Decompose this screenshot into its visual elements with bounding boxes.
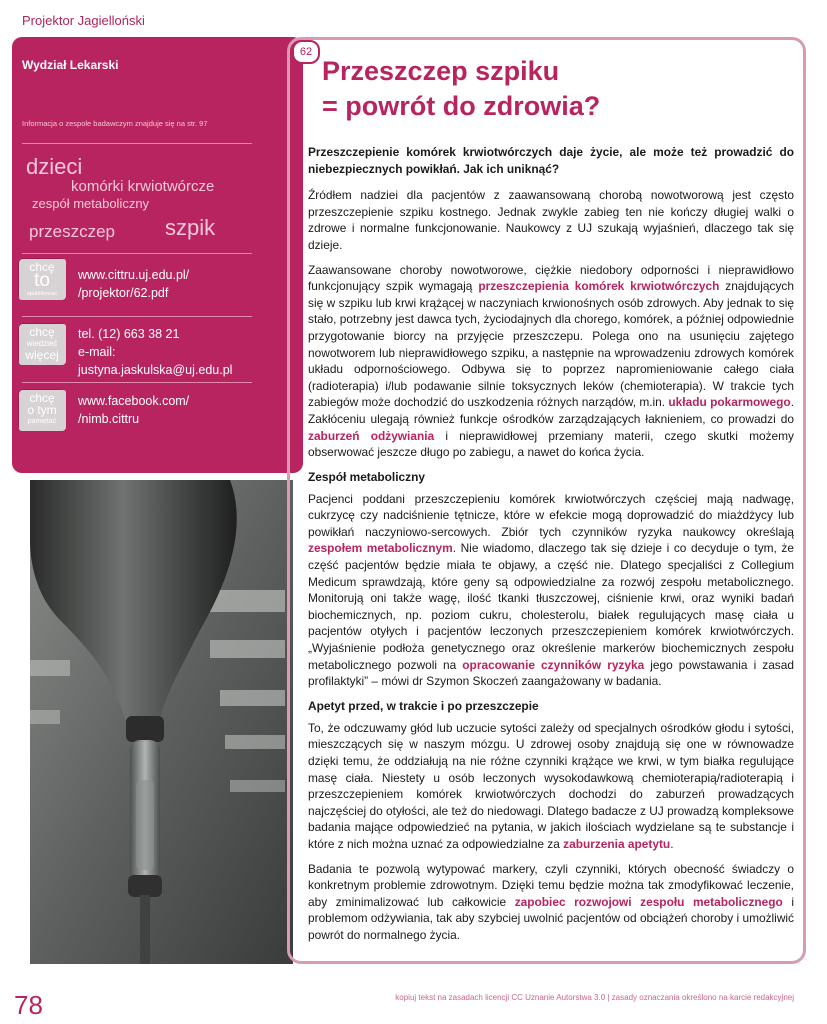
highlight: przeszczepienia komórek krwiotwórczych [478,279,720,294]
pdf-link-line1[interactable]: www.cittru.uj.edu.pl/ [78,268,190,282]
email-label: e-mail: [78,345,116,359]
section-heading-appetite: Apetyt przed, w trakcie i po przeszczepie [308,698,539,713]
badge-line: chcę [29,391,55,405]
highlight: układu pokarmowego [668,395,791,410]
badge-line: opublikować [26,290,58,297]
article-lead: Przeszczepienie komórek krwiotwórczych daje życie, ale może też prowadzić do niebezpiecznych powikłań. Jak ich uniknąć? [308,145,794,176]
divider [22,253,252,254]
article-title [322,54,600,124]
text: . Zakłóceniu ulegają również funkcje ośrodków zarządzających łaknieniem, co prowadzi do [308,395,794,426]
text: znajdujących się w szpiku lub krwi krążącej w naczyniach krwionośnych osób zdrowych. Aby jednak to się stało, potrzebny jest dawca tych, życiodajnych dla chorego, komórek, a później odpowiednie przygotowanie biorcy na przyjęcie przeszczepu. Polega ono na usunięciu zajętego nowotworem lub nieprawidłowego szpiku, a następnie na wprowadzeniu zdrowych komórek układu odpornościowego. Odbywa się to poprzez napromieniowanie całego ciała (radioterapia) i/lub podawanie silnie toksycznych leków (chemioterapia). W trakcie tych zabiegów może dochodzić do uszkodzenia różnych narządów, m.in. [308,279,794,410]
text: . Nie wiadomo, dlaczego tak się dzieje i co decyduje o tym, że część pacjentów będzie miała te objawy, a część nie. Dlatego specjaliści z Collegium Medicum sprawdzają, które geny są odpowiedzialne za rozwój zespołu metabolicznego. Monitorują oni także wagę, ilość tkanki tłuszczowej, ciśnienie krwi, oraz wyniki badań biochemicznych, np. poziom cukru, cholesterolu, białek regulujących masę ciała u pacjentów otyłych i pacjentów leczonych przeszczepieniem komórek krwiotwórczych. „Wyjaśnienie podłoża genetycznego oraz określenie markerów biochemicznych zespołu metabolicznego pozwoli na [308,541,794,672]
title-line-2: = powrót do zdrowia? [322,91,601,121]
phone-number: tel. (12) 663 38 21 [78,327,180,341]
keyword-przeszczep: przeszczep [29,222,115,241]
badge-line: chcę [29,325,55,339]
paragraph-3 [308,491,794,690]
badge-line: chcę [29,260,55,274]
contact-block [78,325,232,379]
keyword-zespol: zespół metaboliczny [32,196,150,211]
badge-line: wiedzieć [26,339,58,348]
text: i problemom odżywiania, tak aby szybciej uwolnić pacjentów od obciążeń choroby i umożliwić powrót do normalnego życia. [308,894,795,942]
badge-line: więcej [25,348,59,362]
highlight: zaburzenia apetytu [563,836,671,851]
title-line-1: Przeszczep szpiku [322,56,560,86]
section-heading-metabolic: Zespół metaboliczny [308,469,425,484]
email-link[interactable]: justyna.jaskulska@uj.edu.pl [78,363,233,377]
paragraph-2 [308,262,794,461]
iv-drip-illustration [30,480,293,964]
keyword-szpik: szpik [165,215,216,240]
highlight: zapobiec rozwojowi zespołu metabolicznego [514,894,783,909]
chce-wiedziec-wiecej-badge [18,323,66,365]
license-note: kopiuj tekst na zasadach licencji CC Uznanie Autorstwa 3.0 | zasady oznaczania określono na karcie redakcyjnej [395,993,794,1002]
text: i nieprawidłowej przemiany materii, czego skutki możemy obserwować jeszcze długo po zabiegu, a nawet do końca życia. [308,428,794,460]
facebook-link-line1[interactable]: www.facebook.com/ [78,394,190,408]
paragraph-1: Źródłem nadziei dla pacjentów z zaawansowaną chorobą nowotworową jest często przeszczepienie szpiku kostnego. Jednak zwykle zabieg ten nie kończy długiej walki o zdrowe i normalne funkcjonowanie. Naukowcy z UJ szukają wyjaśnień, dlaczego tak się dzieje. [308,188,794,252]
highlight: zespołem metabolicznym [308,541,453,556]
badge-line: o tym [27,403,57,417]
highlight: zaburzeń odżywiania [308,428,435,443]
badge-line: to [34,270,50,291]
pdf-link-line2[interactable]: /projektor/62.pdf [78,286,169,300]
text: jego powstawania i zasad profilaktyki” – mówi dr Szymon Skoczeń zaangażowany w badania. [308,657,794,689]
faculty-name: Wydział Lekarski [22,58,119,72]
article-number-badge: 62 [292,40,320,64]
facebook-link-block [78,392,189,428]
keyword-dzieci: dzieci [26,154,83,179]
running-header: Projektor Jagielloński [22,13,145,28]
divider [22,382,252,383]
article-body [308,144,794,952]
text: Badania te pozwolą wytypować markery, czyli czynniki, których obecność świadczy o konkretnym problemie zdrowotnym. Dzięki temu będzie można tak zmodyfikować leczenie, aby zminimalizować lub całkowicie [308,861,794,909]
paragraph-4 [308,720,794,853]
pdf-link-block [78,266,189,302]
text: To, że odczuwamy głód lub uczucie sytości zależy od specjalnych ośrodków głodu i sytości, mieszczących się w naszym mózgu. U zdrowej osoby znajdują się one w równowadze dzięki temu, że oddziałują na nie różne czynniki krążące we krwi, w tym białka regulujące masę ciała. Niestety u osób leczonych wysokodawkową chemioterapią/radioterapią i przeszczepieniem komórek krwiotwórczych dochodzi do zaburzeń prowadzących najczęściej do otyłości, ale też do niedowagi. Dlatego badacze z UJ prowadzą kompleksowe badania mające odpowiedzieć na pytania, w jakich ilościach wydzielane są te substancje i które z nich można uznać za odpowiedzialne za [308,720,794,851]
badge-line: pamiętać [27,418,57,425]
team-info-note: Informacja o zespole badawczym znajduje się na str. 97 [22,119,208,128]
keyword-komorki: komórki krwiotwórcze [71,178,215,195]
divider [22,143,252,144]
page-number: 78 [14,990,43,1020]
text: Zaawansowane choroby nowotworowe, ciężkie niedobory odporności i nieprawidłowo funkcjonujący szpik wymagają [308,262,794,294]
chce-o-tym-pamietac-badge [18,389,66,431]
chce-to-opublikowac-badge [18,258,66,300]
sidebar-panel [12,37,303,473]
highlight: opracowanie czynników ryzyka [462,657,645,672]
paragraph-5 [308,861,794,944]
text: . [670,836,674,851]
facebook-link-line2[interactable]: /nimb.cittru [78,412,140,426]
text: Pacjenci poddani przeszczepieniu komórek krwiotwórczych częściej mają nadwagę, cukrzycę czy nadciśnienie tętnicze, które w efekcie mogą doprowadzić do miażdżycy lub powikłań naczyniowo-sercowych. Zbiór tych czynników ryzyka naukowcy określają [308,491,794,539]
divider [22,316,252,317]
iv-drip-photo [30,480,293,964]
